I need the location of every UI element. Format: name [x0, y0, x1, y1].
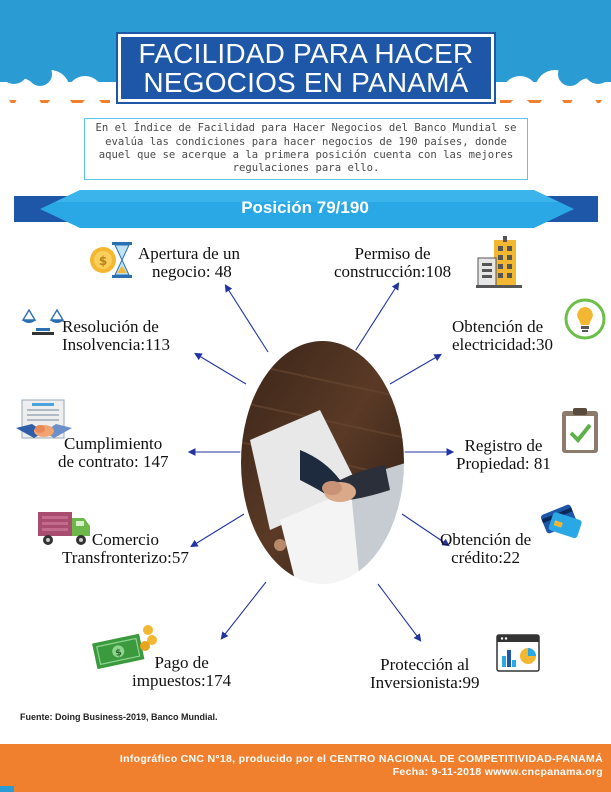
- scales-icon: [20, 306, 66, 336]
- indicator-cumplimiento: Cumplimiento de contrato: 147: [58, 434, 169, 471]
- indicator-proteccion: Protección al Inversionista:99: [370, 655, 480, 692]
- title-line-1: FACILIDAD PARA HACER: [138, 38, 474, 69]
- clipboard-check-icon: [560, 406, 600, 454]
- handshake-photo: [240, 340, 405, 585]
- indicator-credito: Obtención de crédito:22: [440, 530, 532, 567]
- footer-line-2: Fecha: 9-11-2018 wwww.cncpanama.org: [392, 766, 603, 778]
- analytics-window-icon: [496, 634, 540, 672]
- position-banner-text: Posición 79/190: [241, 198, 369, 217]
- indicator-impuestos: Pago de impuestos:174: [132, 653, 232, 690]
- indicator-comercio: Comercio Transfronterizo:57: [62, 530, 189, 567]
- credit-cards-icon: [540, 502, 584, 542]
- light-bulb-icon: [564, 298, 606, 340]
- svg-text:$: $: [98, 254, 108, 268]
- building-icon: [476, 236, 524, 288]
- svg-text:$: $: [114, 647, 123, 659]
- coin-hourglass-icon: [88, 240, 138, 280]
- footer-text: [120, 753, 603, 779]
- indicator-resolucion: Resolución de Insolvencia:113: [62, 317, 170, 354]
- indicator-electricidad: Obtención de electricidad:30: [452, 317, 554, 354]
- source-note: Fuente: Doing Business-2019, Banco Mundial.: [20, 712, 218, 722]
- intro-text: En el Índice de Facilidad para Hacer Negocios del Banco Mundial se evalúa las condiciones para hacer negocios de 190 países, donde aquel que se acerque a la primera posición cuenta con las mejores regulaciones para ello.: [95, 122, 517, 175]
- indicator-permiso: Permiso de construcción:108: [334, 244, 452, 281]
- indicator-registro: Registro de Propiedad: 81: [456, 436, 551, 473]
- footer-accent: [0, 786, 14, 792]
- indicator-apertura: Apertura de un negocio: 48: [138, 244, 240, 281]
- title-line-2: NEGOCIOS EN PANAMÁ: [143, 67, 469, 98]
- footer-line-1: Infográfico CNC N°18, producido por el CENTRO NACIONAL DE COMPETITIVIDAD-PANAMÁ: [119, 753, 603, 765]
